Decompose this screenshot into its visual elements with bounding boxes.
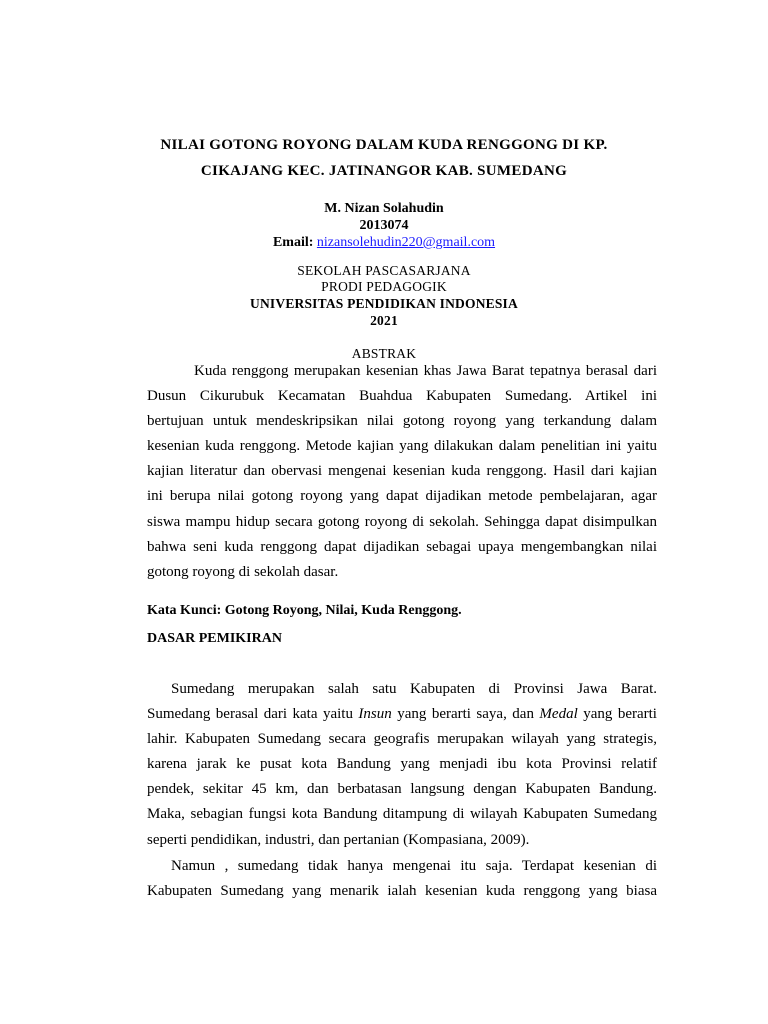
body-line: seperti pendidikan, industri, dan pertanian (Kompasiana, 2009). [147, 831, 530, 848]
abstract-line: bahwa seni kuda renggong dapat dijadikan sebagai upaya mengembangkan nilai [147, 538, 657, 555]
body-line: Kabupaten Sumedang yang menarik ialah kesenian kuda renggong yang biasa [147, 883, 657, 900]
body-paragraph-2 [147, 854, 657, 904]
abstract-line: kesenian kuda renggong. Metode kajian yang dilakukan dalam penelitian ini yaitu [147, 438, 657, 455]
abstract-line: gotong royong di sekolah dasar. [147, 563, 339, 580]
abstract-line: ini berupa nilai gotong royong yang dapat dijadikan metode pembelajaran, agar [147, 488, 657, 505]
school-name: SEKOLAH PASCASARJANA [297, 263, 471, 278]
university-name: UNIVERSITAS PENDIDIKAN INDONESIA [250, 296, 518, 311]
author-name: M. Nizan Solahudin [324, 201, 444, 216]
author-email-row [0, 235, 768, 251]
body-line: Maka, sebagian fungsi kota Bandung ditampung di wilayah Kabupaten Sumedang [147, 806, 657, 823]
title-line-2: CIKAJANG KEC. JATINANGOR KAB. SUMEDANG [200, 163, 568, 179]
year: 2021 [370, 313, 398, 328]
body-line: karena jarak ke pusat kota Bandung yang menjadi ibu kota Provinsi relatif [147, 756, 657, 773]
abstract-line: Kuda renggong merupakan kesenian khas Jawa Barat tepatnya berasal dari [194, 363, 657, 379]
body-line: Namun , sumedang tidak hanya mengenai itu saja. Terdapat kesenian di [171, 858, 657, 874]
program-name: PRODI PEDAGOGIK [321, 279, 447, 294]
italic-term-insun: Insun [358, 706, 392, 723]
keywords: Kata Kunci: Gotong Royong, Nilai, Kuda Renggong. [147, 603, 462, 618]
body-line: pendek, sekitar 45 km, dan berbatasan langsung dengan Kabupaten Bandung. [147, 781, 657, 798]
body-line: lahir. Kabupaten Sumedang secara geografis merupakan wilayah yang strategis, [147, 731, 657, 748]
body-line: Sumedang berasal dari kata yaitu Insun yang berarti saya, dan Medal yang berarti [147, 706, 657, 723]
abstract-heading: ABSTRAK [351, 346, 417, 361]
section-heading: DASAR PEMIKIRAN [147, 631, 282, 646]
abstract-body [147, 359, 657, 585]
author-id: 2013074 [359, 218, 409, 233]
title-line-1: NILAI GOTONG ROYONG DALAM KUDA RENGGONG DI KP. [160, 137, 608, 153]
email-link[interactable]: nizansolehudin220@gmail.com [316, 235, 496, 250]
body-paragraph-1 [147, 677, 657, 853]
body-line: Sumedang merupakan salah satu Kabupaten di Provinsi Jawa Barat. [171, 681, 657, 697]
abstract-line: bertujuan untuk mendeskripsikan nilai gotong royong yang terkandung dalam [147, 413, 657, 430]
abstract-line: siswa mampu hidup secara gotong royong di sekolah. Sehingga dapat disimpulkan [147, 513, 657, 530]
italic-term-medal: Medal [539, 706, 578, 723]
abstract-line: kajian literatur dan obervasi mengenai kesenian kuda renggong. Hasil dari kajian [147, 463, 657, 480]
abstract-line: Dusun Cikurubuk Kecamatan Buahdua Kabupaten Sumedang. Artikel ini [147, 388, 657, 405]
email-label: Email: [272, 235, 314, 250]
